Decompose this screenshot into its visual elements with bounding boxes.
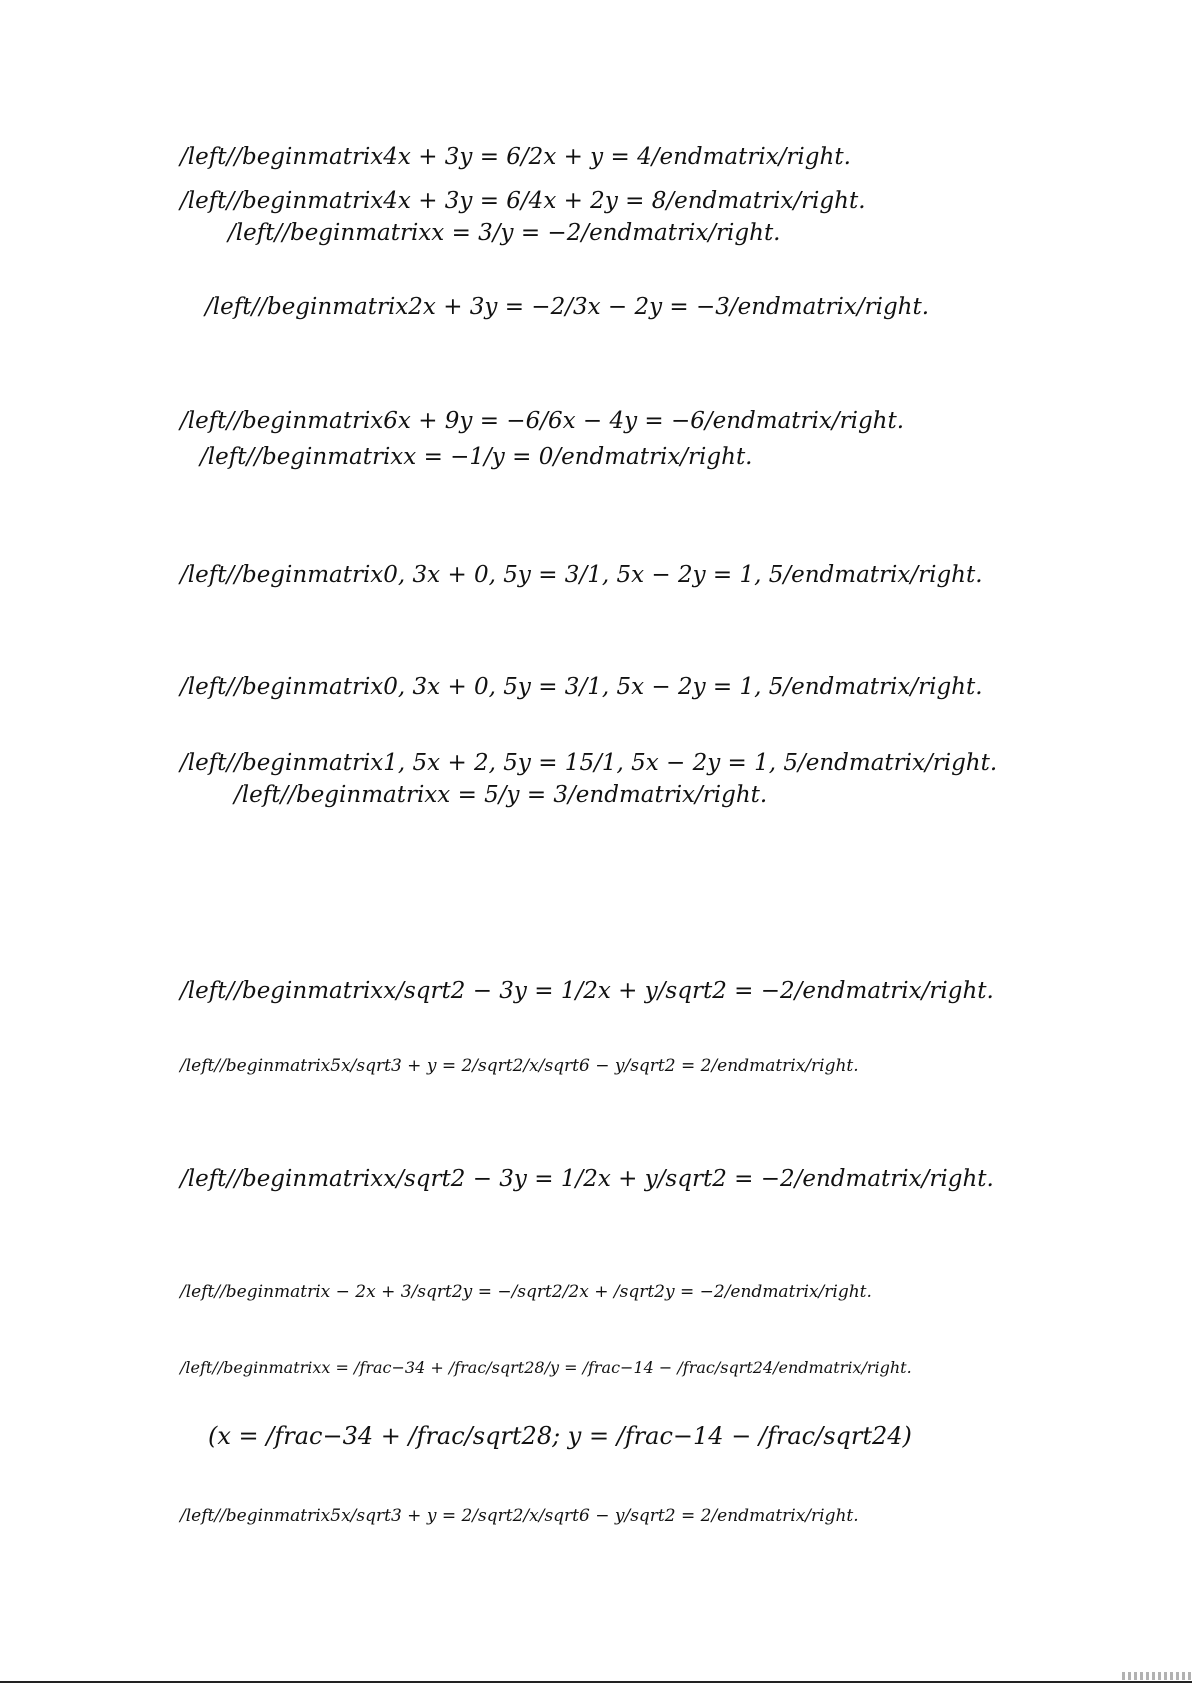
equation-7: /left//beginmatrix0, 3x + 0, 5y = 3/1, 5x − 2y = 1, 5/endmatrix/right. [180,562,983,588]
equation-11: /left//beginmatrixx/sqrt2 − 3y = 1/2x + y/sqrt2 = −2/endmatrix/right. [180,978,994,1004]
equation-6: /left//beginmatrixx = −1/y = 0/endmatrix/right. [200,444,753,470]
equation-13: /left//beginmatrixx/sqrt2 − 3y = 1/2x + y/sqrt2 = −2/endmatrix/right. [180,1166,994,1192]
equation-14: /left//beginmatrix − 2x + 3/sqrt2y = −/sqrt2/2x + /sqrt2y = −2/endmatrix/right. [180,1282,872,1302]
equation-10: /left//beginmatrixx = 5/y = 3/endmatrix/right. [234,782,768,808]
equation-4: /left//beginmatrix2x + 3y = −2/3x − 2y = −3/endmatrix/right. [205,294,930,320]
page-bottom-rule [0,1681,1192,1683]
equation-17: /left//beginmatrix5x/sqrt3 + y = 2/sqrt2/x/sqrt6 − y/sqrt2 = 2/endmatrix/right. [180,1506,859,1526]
equation-3: /left//beginmatrixx = 3/y = −2/endmatrix/right. [228,220,781,246]
equation-1: /left//beginmatrix4x + 3y = 6/2x + y = 4/endmatrix/right. [180,144,851,170]
equation-16: (x = /frac−34 + /frac/sqrt28; y = /frac−14 − /frac/sqrt24) [208,1422,912,1450]
equation-2: /left//beginmatrix4x + 3y = 6/4x + 2y = 8/endmatrix/right. [180,188,866,214]
equation-9: /left//beginmatrix1, 5x + 2, 5y = 15/1, 5x − 2y = 1, 5/endmatrix/right. [180,750,998,776]
equation-5: /left//beginmatrix6x + 9y = −6/6x − 4y = −6/endmatrix/right. [180,408,905,434]
equation-8: /left//beginmatrix0, 3x + 0, 5y = 3/1, 5x − 2y = 1, 5/endmatrix/right. [180,674,983,700]
corner-scan-mark [1122,1672,1192,1680]
equation-15: /left//beginmatrixx = /frac−34 + /frac/sqrt28/y = /frac−14 − /frac/sqrt24/endmatrix/right. [180,1358,912,1377]
equation-12: /left//beginmatrix5x/sqrt3 + y = 2/sqrt2/x/sqrt6 − y/sqrt2 = 2/endmatrix/right. [180,1056,859,1076]
